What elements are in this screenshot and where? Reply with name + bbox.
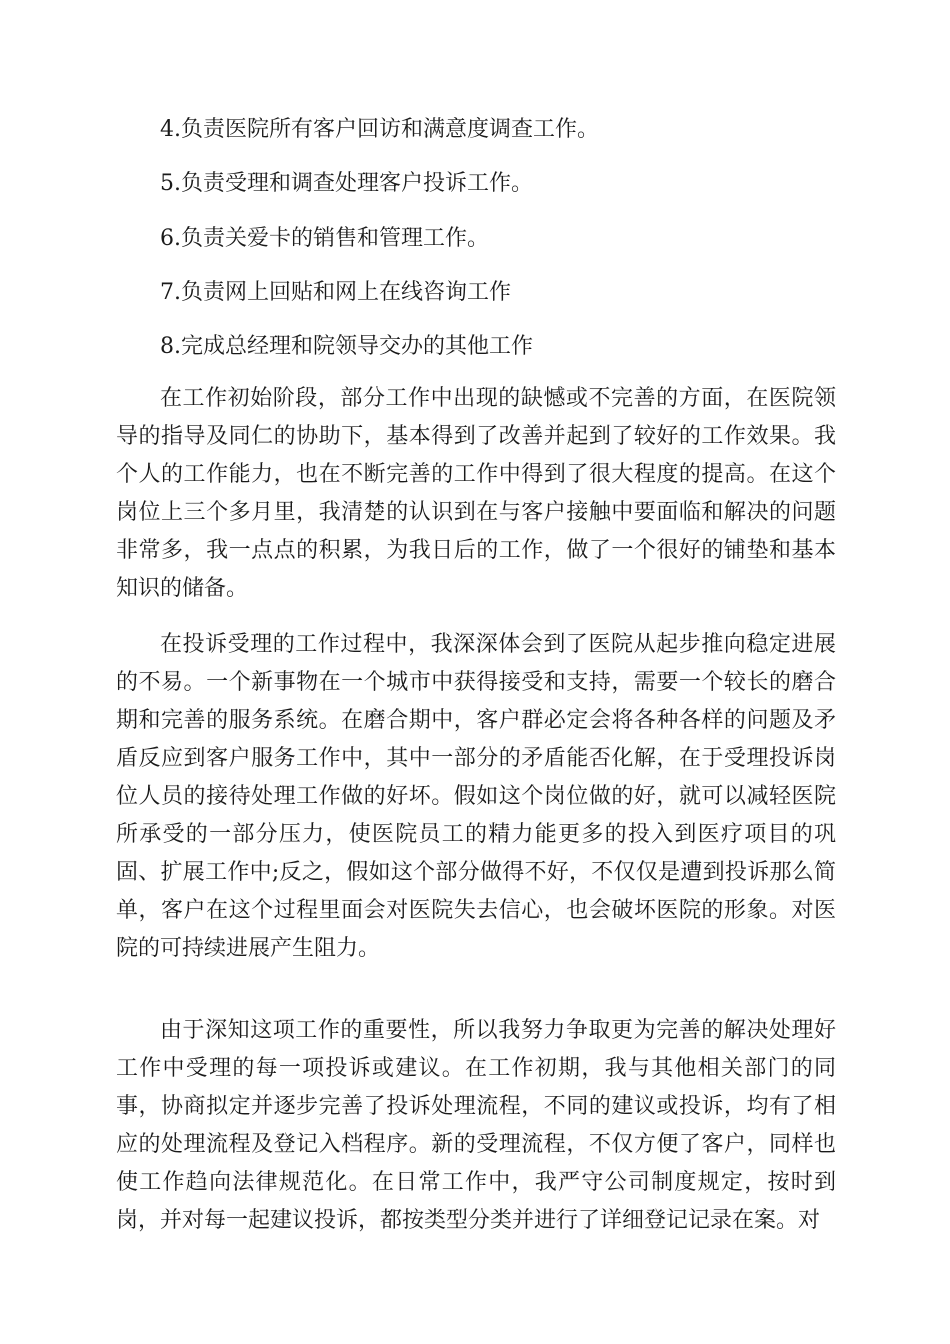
paragraph-block-2 <box>116 626 836 968</box>
paragraph: 由于深知这项工作的重要性，所以我努力争取更为完善的解决处理好工作中受理的每一项投诉或建议。在工作初期，我与其他相关部门的同事，协商拟定并逐步完善了投诉处理流程，不同的建议或投诉，均有了相应的处理流程及登记入档程序。新的受理流程，不仅方便了客户，同样也使工作趋向法律规范化。在日常工作中，我严守公司制度规定，按时到岗，并对每一起建议投诉，都按类型分类并进行了详细登记记录在案。对 <box>116 1018 836 1233</box>
paragraph: 在工作初始阶段，部分工作中出现的缺憾或不完善的方面，在医院领导的指导及同仁的协助下，基本得到了改善并起到了较好的工作效果。我个人的工作能力，也在不断完善的工作中得到了很大程度的提高。在这个岗位上三个多月里，我清楚的认识到在与客户接触中要面临和解决的问题非常多，我一点点的积累，为我日后的工作，做了一个很好的铺垫和基本知识的储备。 <box>116 386 836 601</box>
paragraph: 在投诉受理的工作过程中，我深深体会到了医院从起步推向稳定进展的不易。一个新事物在一个城市中获得接受和支持，需要一个较长的磨合期和完善的服务系统。在磨合期中，客户群必定会将各种各样的问题及矛盾反应到客户服务工作中，其中一部分的矛盾能否化解，在于受理投诉岗位人员的接待处理工作做的好坏。假如这个岗位做的好，就可以减轻医院所承受的一部分压力，使医院员工的精力能更多的投入到医疗项目的巩固、扩展工作中;反之，假如这个部分做得不好，不仅仅是遭到投诉那么简单，客户在这个过程里面会对医院失去信心，也会破坏医院的形象。对医院的可持续进展产生阻力。 <box>116 632 836 961</box>
paragraph-block-3 <box>116 1012 836 1240</box>
list-item: 7.负责网上回贴和网上在线咨询工作 <box>160 280 511 305</box>
list-item: 4.负责医院所有客户回访和满意度调查工作。 <box>160 117 599 142</box>
paragraph-block-1 <box>116 380 836 608</box>
list-item: 8.完成总经理和院领导交办的其他工作 <box>160 334 533 359</box>
list-item: 6.负责关爱卡的销售和管理工作。 <box>160 226 489 251</box>
list-item: 5.负责受理和调查处理客户投诉工作。 <box>160 171 533 196</box>
